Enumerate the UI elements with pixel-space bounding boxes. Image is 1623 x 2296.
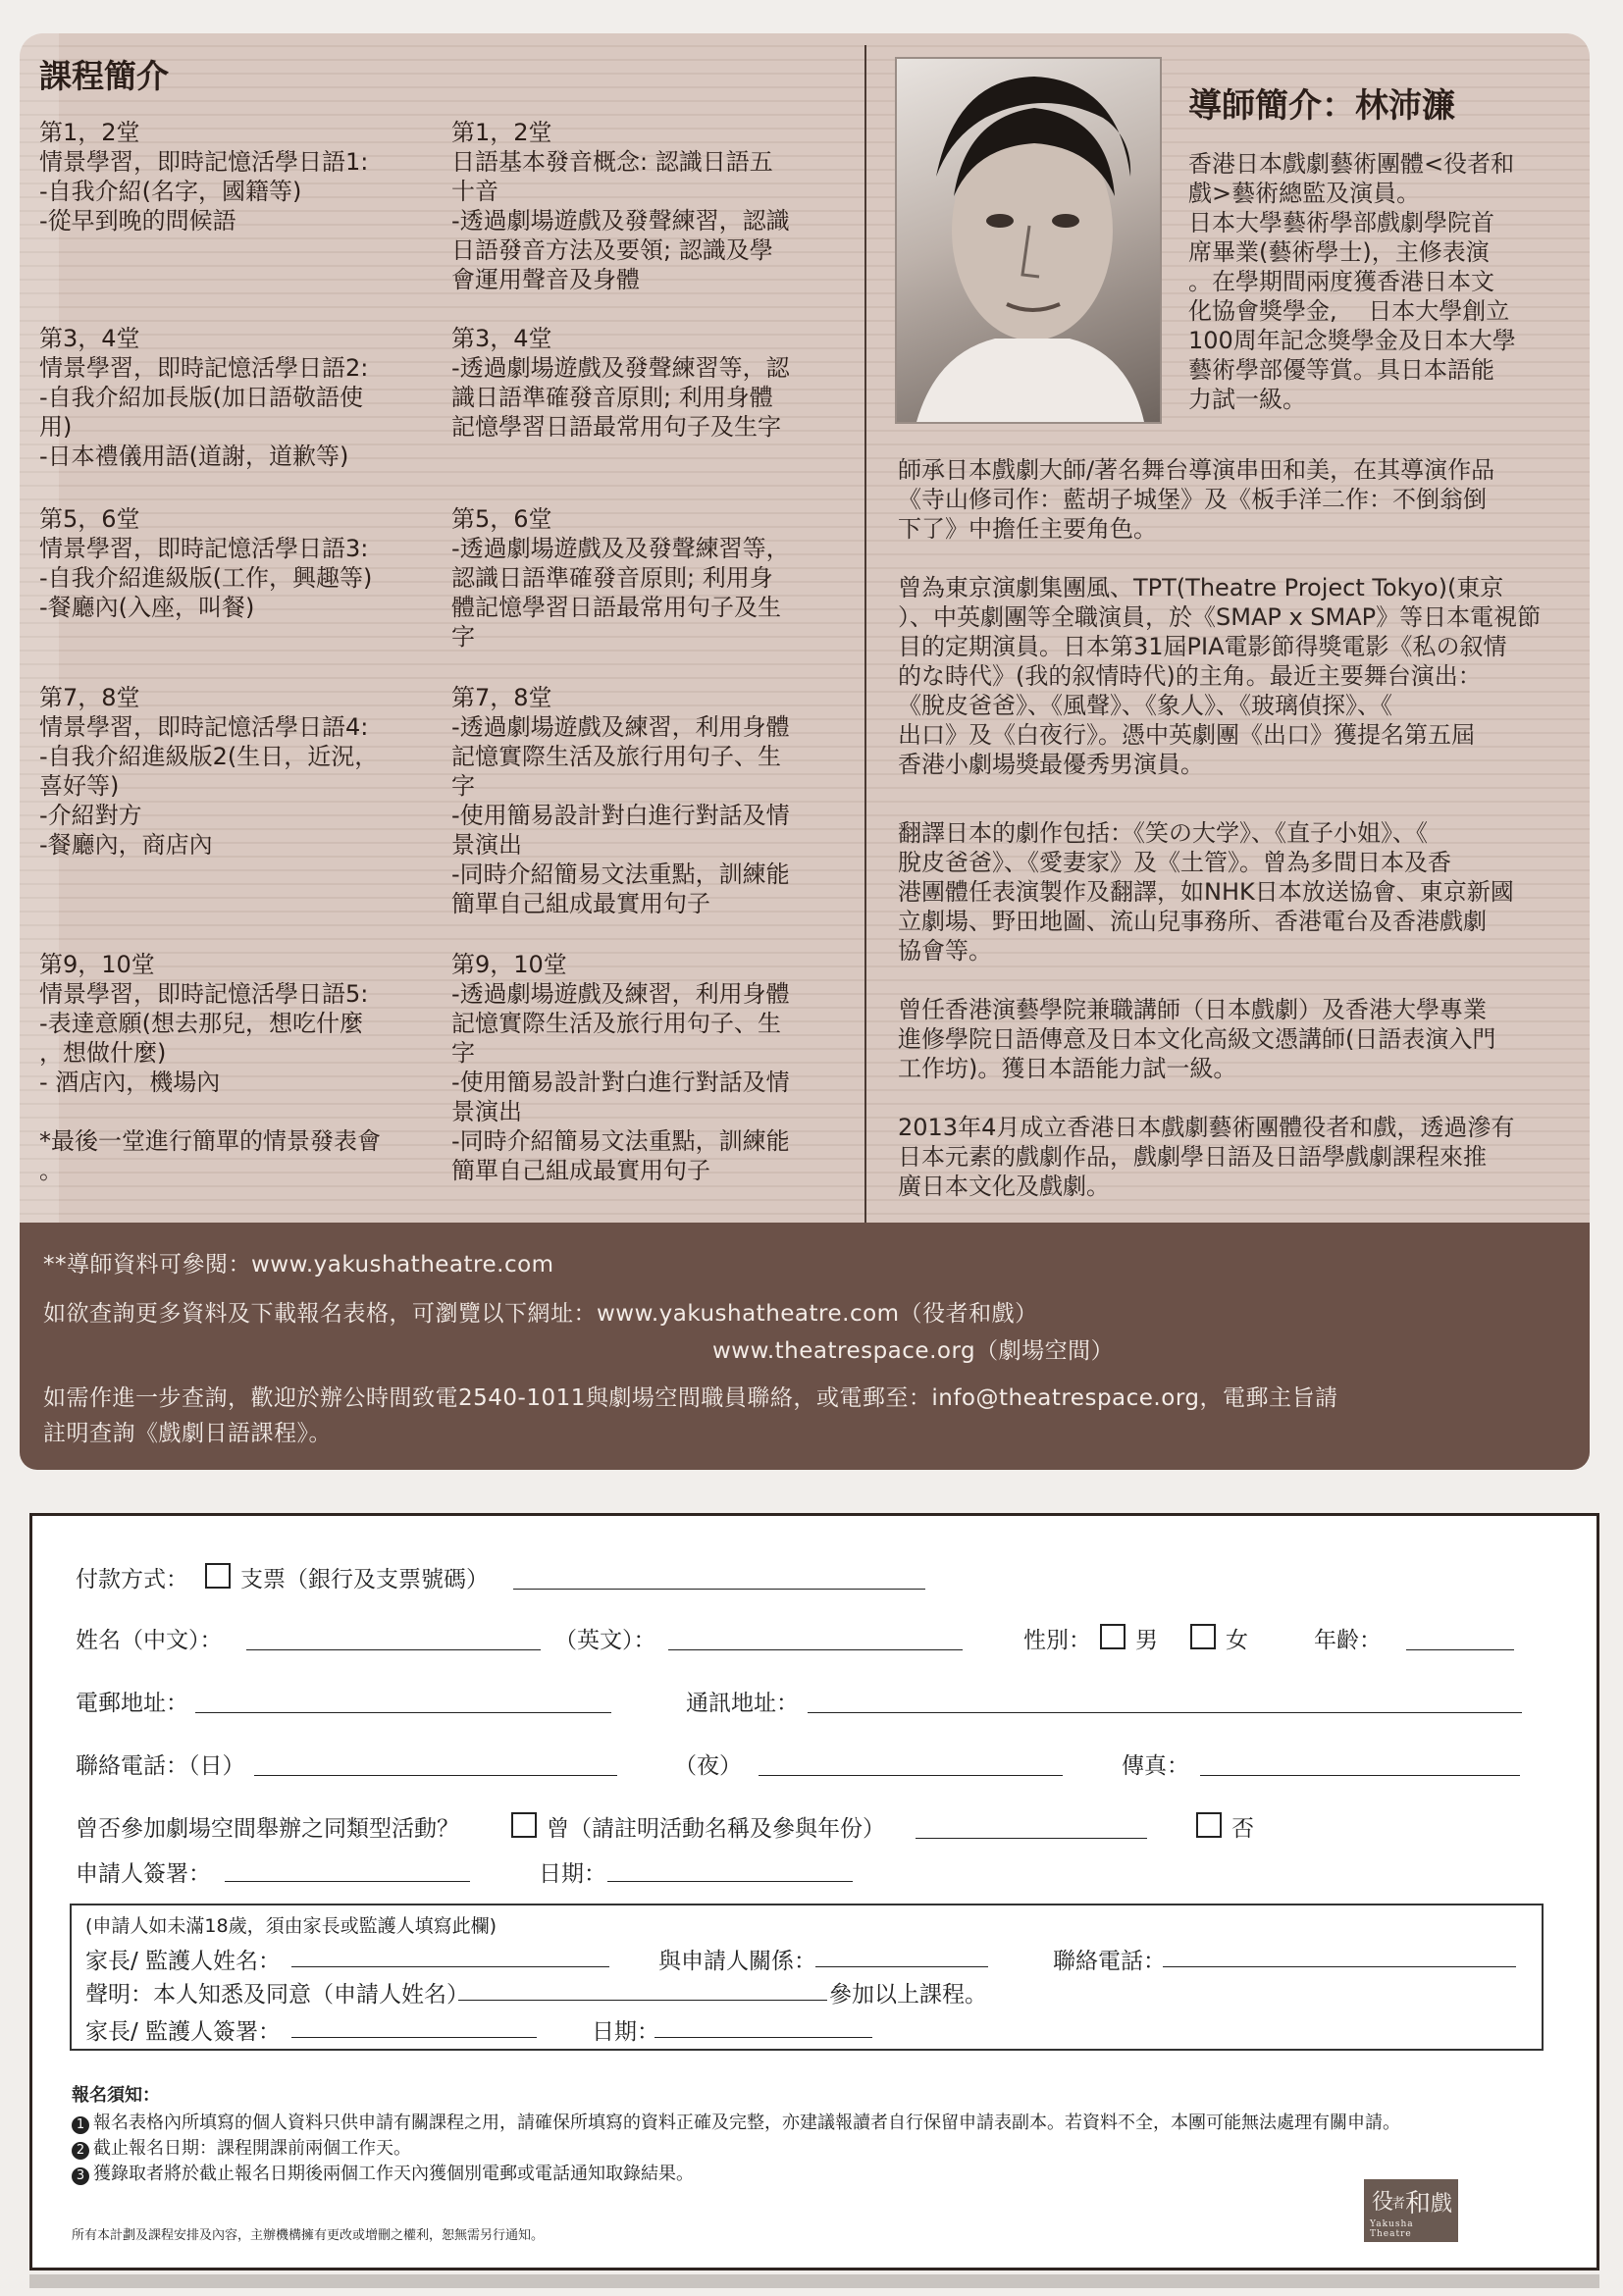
text-line [39,1097,432,1126]
logo-char-4: 戲 [1431,2192,1453,2217]
lesson-left-5 [39,950,432,1185]
text-line: -自我介紹(名字，國籍等) [39,178,302,205]
guardian-signature-label: 家長/ 監護人簽署： [85,2019,282,2045]
info-line-4: 如需作進一步查詢，歡迎於辦公時間致電2540-1011與劇場空間職員聯絡，或電郵至：info@theatrespace.org，電郵主旨請 [43,1385,1338,1411]
text-line: 進修學院日語傳意及日本文化高級文憑講師(日語表演入門 [898,1025,1496,1053]
text-line: -透過劇場遊戲及發聲練習，認識 [451,207,790,235]
text-line: -透過劇場遊戲及及發聲練習等， [451,535,790,562]
text-line: 藝術學部優等賞。具日本語能 [1188,356,1494,384]
text-line: 記憶學習日語最常用句子及生字 [451,413,781,441]
lesson-right-5 [451,950,844,1185]
declaration-name-field[interactable] [458,2000,827,2001]
text-line: 工作坊)。獲日本語能力試一級。 [898,1055,1237,1082]
text-line: 體記憶學習日語最常用句子及生 [451,594,781,621]
bio-paragraph-4 [898,995,1585,1083]
text-line: 日本元素的戲劇作品，戲劇學日語及日語學戲劇課程來推 [898,1143,1487,1171]
female-checkbox[interactable] [1190,1624,1216,1649]
relation-field[interactable] [815,1966,988,1967]
past-activity-question: 曾否參加劇場空間舉辦之同類型活動？ [76,1816,459,1842]
female-label: 女 [1226,1628,1248,1653]
guardian-signature-field[interactable] [291,2037,537,2038]
name-en-label: （英文）： [554,1628,656,1653]
text-line: 翻譯日本的劇作包括：《笑の大学》、《直子小姐》、《 [898,819,1428,847]
text-line: 字 [451,772,475,800]
instructor-intro [1188,149,1581,414]
phone-night-field[interactable] [759,1775,1063,1776]
email-field[interactable] [195,1712,611,1713]
text-line: 目的定期演員。日本第31屆PIA電影節得獎電影《私の叙情 [898,633,1507,660]
text-line: 廣日本文化及戲劇。 [898,1173,1110,1200]
text-line: -同時介紹簡易文法重點，訓練能 [451,861,790,888]
text-line: 戲>藝術總監及演員。 [1188,180,1421,207]
age-field[interactable] [1406,1649,1514,1650]
text-line: 字 [451,1039,475,1067]
text-line: 協會等。 [898,937,992,965]
text-line: 脫皮爸爸》、《愛妻家》及《土管》。曾為多間日本及香 [898,849,1451,876]
notes-title: 報名須知： [72,2085,160,2106]
text-line: -自我介紹進級版(工作，興趣等) [39,564,373,592]
text-line: 情景學習，即時記憶活學日語1: [39,148,369,176]
text-line: 景演出 [451,1098,522,1125]
text-line: -餐廳內(入座，叫餐) [39,594,255,621]
phone-day-field[interactable] [254,1775,617,1776]
text-line: 第3，4堂 [451,325,552,352]
text-line: 十音 [451,178,498,205]
text-line: 《寺山修司作：藍胡子城堡》及《板手洋二作：不倒翁倒 [898,486,1487,513]
past-yes-checkbox[interactable] [511,1812,537,1838]
note-2 [72,2134,411,2160]
text-line: 力試一級。 [1188,386,1306,413]
text-line: 會運用聲音及身體 [451,266,640,293]
text-line: 字 [451,623,475,651]
phone-day-label: 聯絡電話：（日） [76,1753,245,1779]
text-line: - 酒店內，機場內 [39,1069,221,1096]
note-3 [72,2160,694,2185]
logo-char-2: 者 [1391,2196,1405,2212]
text-line: 第5，6堂 [451,505,552,533]
logo-text: Yakusha Theatre [1370,2219,1414,2239]
text-line: 。在學期間兩度獲香港日本文 [1188,268,1494,295]
registration-form [29,1513,1599,2270]
text-line: 第1，2堂 [39,119,140,146]
address-label: 通訊地址： [686,1691,799,1716]
cheque-field[interactable] [513,1589,925,1590]
text-line: 香港日本戲劇藝術團體<役者和 [1188,150,1515,178]
address-field[interactable] [808,1712,1522,1713]
text-line: -自我介紹加長版(加日語敬語使 [39,384,364,411]
fax-label: 傳真： [1122,1753,1189,1779]
text-line: 日本大學藝術學部戲劇學院首 [1188,209,1494,236]
bio-paragraph-5 [898,1113,1585,1201]
email-label: 電郵地址： [76,1691,188,1716]
text-line: 情景學習，即時記憶活學日語2: [39,354,369,382]
logo-char-1: 役 [1372,2190,1394,2215]
text-line: 第3，4堂 [39,325,140,352]
info-line-5: 註明查詢《戲劇日語課程》。 [43,1421,332,1446]
instructor-photo [895,57,1162,424]
declaration-end: 參加以上課程。 [829,1982,987,2008]
logo-char-3: 和 [1405,2189,1432,2218]
gender-label: 性別： [1023,1628,1091,1653]
text-line: -同時介紹簡易文法重點，訓練能 [451,1127,790,1155]
bio-paragraph-1 [898,455,1585,544]
note-1 [72,2109,1400,2134]
text-line: -自我介紹進級版2(生日，近況， [39,743,379,770]
note-2-text: 截止報名日期：課程開課前兩個工作天。 [93,2138,411,2159]
text-line: -透過劇場遊戲及練習，利用身體 [451,713,790,741]
past-no-label: 否 [1231,1816,1254,1842]
signature-label: 申請人簽署： [76,1861,211,1887]
text-line: -表達意願(想去那兒，想吃什麼 [39,1010,364,1037]
guardian-name-label: 家長/ 監護人姓名： [85,1949,282,1974]
text-line: 景演出 [451,831,522,859]
text-line: 簡單自己組成最實用句子 [451,890,710,917]
name-cn-field[interactable] [246,1649,541,1650]
fax-field[interactable] [1200,1775,1520,1776]
text-line: 100周年記念獎學金及日本大學 [1188,327,1516,354]
text-line: 。 [39,1157,63,1184]
info-line-3: www.theatrespace.org（劇場空間） [712,1338,1115,1364]
note-3-text: 獲錄取者將於截止報名日期後兩個工作天內獲個別電郵或電話通知取錄結果。 [93,2164,694,2184]
text-line: 出口》及《白夜行》。憑中英劇團《出口》獲提名第五屆 [898,721,1475,749]
text-line: 師承日本戲劇大師/著名舞台導演串田和美，在其導演作品 [898,456,1495,484]
name-cn-label: 姓名（中文）： [76,1628,223,1653]
guardian-section [70,1904,1544,2051]
age-label: 年齡： [1314,1628,1382,1653]
lesson-left-2 [39,324,432,471]
declaration-label: 聲明：本人知悉及同意（申請人姓名） [85,1982,469,2008]
past-no-checkbox[interactable] [1196,1812,1222,1838]
text-line: 港團體任表演製作及翻譯，如NHK日本放送協會、東京新國 [898,878,1514,906]
guardian-contact-label: 聯絡電話： [1053,1949,1166,1974]
lesson-left-3 [39,504,432,622]
bio-paragraph-3 [898,818,1585,965]
course-heading: 課程簡介 [39,57,169,95]
lesson-right-1 [451,118,844,294]
guardian-name-field[interactable] [291,1966,609,1967]
name-en-field[interactable] [668,1649,963,1650]
text-line: 《脫皮爸爸》、《風聲》、《象人》、《玻璃偵探》、《 [898,692,1392,719]
text-line: 席畢業(藝術學士)，主修表演 [1188,238,1490,266]
payment-label: 付款方式： [76,1567,188,1592]
text-line: -從早到晚的問候語 [39,207,236,235]
guardian-date-field[interactable] [654,2037,872,2038]
text-line: 的な時代》(我的叙情時代)的主角。最近主要舞台演出： [898,662,1482,690]
minor-note: (申請人如未滿18歲，須由家長或監護人填寫此欄) [85,1915,497,1937]
text-line: *最後一堂進行簡單的情景發表會 [39,1127,381,1155]
text-line: 曾任香港演藝學院兼職講師（日本戲劇）及香港大學專業 [898,996,1487,1023]
text-line: 情景學習，即時記憶活學日語3: [39,535,369,562]
lesson-right-3 [451,504,844,652]
yakusha-logo [1364,2179,1458,2242]
text-line: 化協會獎學金, 日本大學創立 [1188,297,1510,325]
text-line: 認識日語準確發音原則; 利用身 [451,564,773,592]
lesson-right-4 [451,683,844,918]
relation-label: 與申請人關係： [658,1949,816,1974]
text-line: 喜好等) [39,772,120,800]
male-label: 男 [1135,1628,1158,1653]
footer-disclaimer: 所有本計劃及課程安排及內容，主辦機構擁有更改或增刪之權利，恕無需另行通知。 [72,2228,545,2243]
text-line: 曾為東京演劇集團風、TPT(Theatre Project Tokyo)(東京 [898,574,1504,601]
info-line-1: **導師資料可參閱：www.yakushatheatre.com [43,1252,554,1278]
text-line: 情景學習，即時記憶活學日語4: [39,713,369,741]
course-info-panel [20,33,1590,1470]
text-line: 識日語準確發音原則; 利用身體 [451,384,773,411]
text-line: 日語發音方法及要領; 認識及學 [451,236,773,264]
note-3-mark: 3 [72,2167,89,2185]
date-label: 日期： [539,1861,606,1887]
text-line: 第1，2堂 [451,119,552,146]
cheque-label: 支票（銀行及支票號碼） [240,1567,489,1592]
text-line: 立劇場、野田地圖、流山兒事務所、香港電台及香港戲劇 [898,908,1487,935]
note-1-mark: 1 [72,2116,89,2134]
info-line-2: 如欲查詢更多資料及下載報名表格，可瀏覽以下網址：www.yakushatheatre.com（役者和戲） [43,1301,1038,1327]
text-line: -餐廳內，商店內 [39,831,213,859]
text-line: -日本禮儀用語(道謝，道歉等) [39,443,349,470]
text-line: 簡單自己組成最實用句子 [451,1157,710,1184]
text-line: -透過劇場遊戲及練習，利用身體 [451,980,790,1008]
lesson-right-2 [451,324,844,442]
instructor-title: 導師簡介：林沛濂 [1188,86,1455,126]
text-line: 第7，8堂 [451,684,552,711]
text-line: -透過劇場遊戲及發聲練習等，認 [451,354,790,382]
text-line: ）、中英劇團等全職演員，於《SMAP x SMAP》等日本電視節 [898,603,1542,631]
past-yes-label: 曾（請註明活動名稱及參與年份） [547,1816,885,1842]
text-line: 情景學習，即時記憶活學日語5: [39,980,369,1008]
cheque-checkbox[interactable] [205,1563,231,1589]
lesson-left-4 [39,683,432,860]
text-line: -介紹對方 [39,802,142,829]
signature-field[interactable] [225,1881,470,1882]
text-line: 第9，10堂 [451,951,567,978]
text-line: -使用簡易設計對白進行對話及情 [451,802,790,829]
text-line: 第5，6堂 [39,505,140,533]
text-line: 記憶實際生活及旅行用句子、生 [451,1010,781,1037]
portrait-image [897,59,1160,422]
contact-info-band [20,1223,1590,1470]
text-line: 下了》中擔任主要角色。 [898,515,1157,543]
text-line: 第9，10堂 [39,951,155,978]
text-line: 2013年4月成立香港日本戲劇藝術團體役者和戲，透過滲有 [898,1114,1515,1141]
text-line: 用) [39,413,73,441]
page-bottom-strip [29,2274,1599,2288]
date-field[interactable] [607,1881,853,1882]
past-activity-field[interactable] [916,1838,1147,1839]
note-2-mark: 2 [72,2142,89,2160]
lesson-left-1 [39,118,432,235]
column-divider [864,45,866,1223]
guardian-contact-field[interactable] [1163,1966,1516,1967]
text-line: 記憶實際生活及旅行用句子、生 [451,743,781,770]
text-line: 香港小劇場獎最優秀男演員。 [898,751,1204,778]
note-1-text: 報名表格內所填寫的個人資料只供申請有關課程之用，請確保所填寫的資料正確及完整，亦建議報讀者自行保留申請表副本。若資料不全，本團可能無法處理有關申請。 [93,2113,1400,2133]
guardian-date-label: 日期： [592,2019,659,2045]
text-line: 第7，8堂 [39,684,140,711]
male-checkbox[interactable] [1100,1624,1126,1649]
text-line: ，想做什麼) [39,1039,167,1067]
text-line: 日語基本發音概念: 認識日語五 [451,148,773,176]
bio-paragraph-2 [898,573,1585,779]
phone-night-label: （夜） [674,1753,742,1779]
text-line: -使用簡易設計對白進行對話及情 [451,1069,790,1096]
